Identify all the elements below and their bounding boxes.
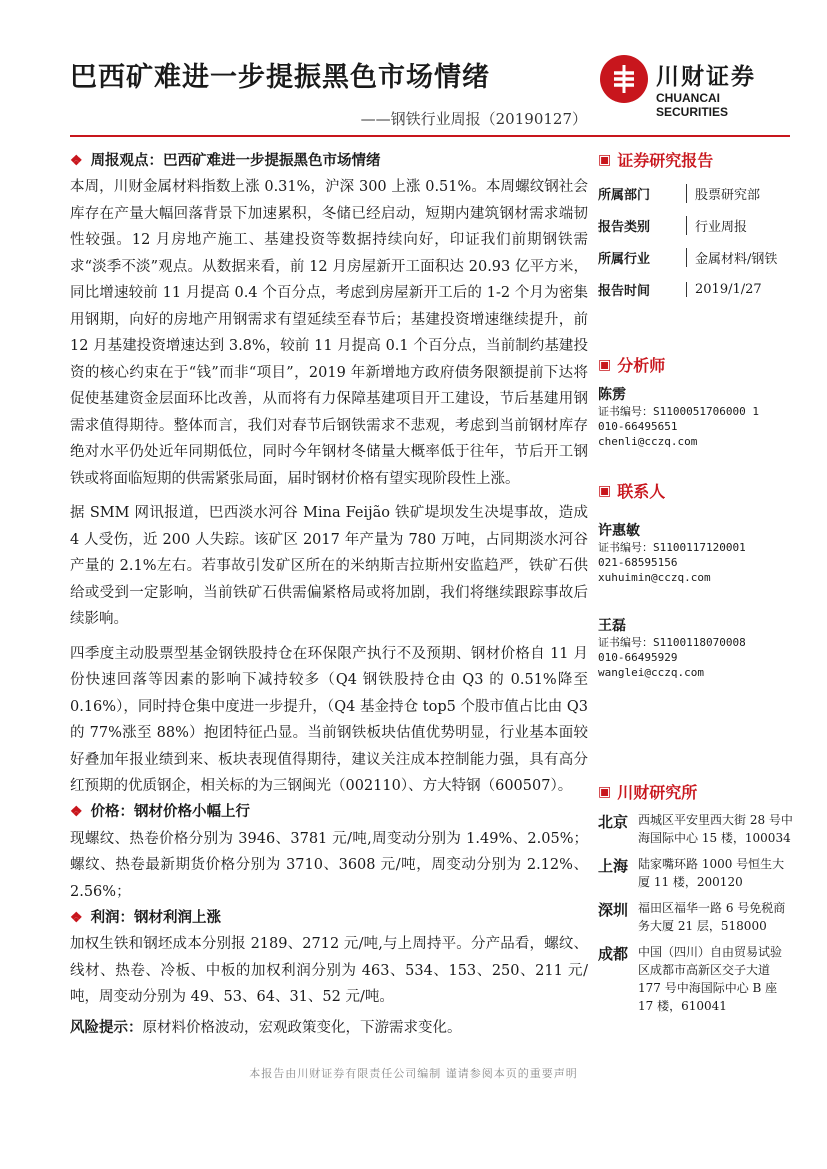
address-text: 福田区福华一路 6 号免税商务大厦 21 层，518000 xyxy=(638,901,786,933)
diamond-bullet-icon: ❖ xyxy=(70,909,83,926)
section-heading-text: 价格：钢材价格小幅上行 xyxy=(90,803,251,821)
address-text: 中国（四川）自由贸易试验区成都市高新区交子大道 177 号中海国际中心 B 座 17 楼，610041 xyxy=(638,945,783,1013)
section-heading-price xyxy=(70,800,588,826)
sidebar xyxy=(598,148,793,1015)
footer-disclaimer: 本报告由川财证券有限责任公司编制 谨请参阅本页的重要声明 xyxy=(249,1067,578,1080)
diamond-bullet-icon: ❖ xyxy=(70,152,83,169)
sidebar-heading-text: 分析师 xyxy=(617,356,666,375)
company-logo xyxy=(600,55,790,119)
logo-mark-icon xyxy=(600,55,648,103)
risk-warning xyxy=(70,1015,588,1042)
contact-cert: 证书编号：S1100118070008 xyxy=(598,636,746,649)
address-text: 陆家嘴环路 1000 号恒生大厦 11 楼，200120 xyxy=(638,857,785,889)
address-entry xyxy=(598,943,793,1015)
institute-icon: ▣ xyxy=(598,783,612,800)
risk-text: 原材料价格波动，宏观政策变化，下游需求变化。 xyxy=(142,1019,462,1036)
info-value: 2019/1/27 xyxy=(686,282,762,297)
contact-phone: 010-66495929 xyxy=(598,651,678,664)
analyst-icon: ▣ xyxy=(598,356,612,373)
info-value: 行业周报 xyxy=(686,216,747,235)
info-row xyxy=(598,273,793,305)
logo-text-en: CHUANCAI SECURITIES xyxy=(656,91,729,119)
section-heading-text: 周报观点：巴西矿难进一步提振黑色市场情绪 xyxy=(90,151,381,169)
section-heading-text: 利润：钢材利润上涨 xyxy=(90,908,222,926)
sidebar-heading-text: 证券研究报告 xyxy=(617,151,714,170)
paragraph-fund-holdings: 四季度主动股票型基金钢铁股持仓在环保限产执行不及预期、钢材价格自 11 月份快速回落等因素的影响下减持较多（Q4 钢铁股持仓由 Q3 的 0.51%降至 0.16%），同时持仓集中度进一步提升，（Q4 基金持仓 top5 个股市值占比由 Q3 的 77%涨至 88%）抱团特征凸显。当前钢铁板块估值优势明显，行业基本面较好叠加年报业绩到来、板块表现值得期待，建议关注成本控制能力强，具有高分红预期的优质钢企，相关标的为三钢闽光（002110）、方大特钢（600507）。 xyxy=(70,645,588,794)
info-key: 所属部门 xyxy=(598,187,651,203)
sidebar-heading-contact xyxy=(598,479,793,502)
sidebar-heading-report xyxy=(598,148,793,171)
address-entry xyxy=(598,811,793,847)
address-city: 深圳 xyxy=(598,901,629,919)
report-title: 巴西矿难进一步提振黑色市场情绪 xyxy=(70,62,490,93)
contact-email: xuhuimin@cczq.com xyxy=(598,571,711,584)
info-value: 股票研究部 xyxy=(686,184,760,203)
sidebar-heading-analyst xyxy=(598,353,793,376)
info-row xyxy=(598,177,793,209)
sidebar-heading-text: 川财研究所 xyxy=(617,783,698,802)
analyst-name: 陈雳 xyxy=(598,387,626,403)
analyst-email: chenli@cczq.com xyxy=(598,435,698,448)
sidebar-heading-text: 联系人 xyxy=(617,482,666,501)
address-city: 上海 xyxy=(598,857,629,875)
address-entry xyxy=(598,899,793,935)
analyst-cert: 证书编号：S1100051706000 1 xyxy=(598,405,759,418)
diamond-bullet-icon: ❖ xyxy=(70,804,83,821)
main-column xyxy=(70,148,588,1041)
contact-icon: ▣ xyxy=(598,482,612,499)
contact-name: 许惠敏 xyxy=(598,523,640,539)
info-key: 报告类别 xyxy=(598,219,651,235)
address-entry xyxy=(598,855,793,891)
section-heading-view xyxy=(70,148,588,174)
contact-name: 王磊 xyxy=(598,618,626,634)
section-heading-profit xyxy=(70,905,588,931)
paragraph-brazil-mine: 据 SMM 网讯报道，巴西淡水河谷 Mina Feijão 铁矿堤坝发生决堤事故，造成 4 人受伤，近 200 人失踪。该矿区 2017 年产量为 780 万吨，占同期淡水河谷产量的 2.1%左右。若事故引发矿区所在的米纳斯吉拉斯州安监趋严，铁矿石供给或受到一定影响，当前铁矿石供需偏紧格局或将加剧，我们将继续跟踪事故后续影响。 xyxy=(70,505,588,627)
info-key: 所属行业 xyxy=(598,251,651,267)
info-value: 金属材料/钢铁 xyxy=(686,248,777,267)
address-text: 西城区平安里西大街 28 号中海国际中心 15 楼，100034 xyxy=(638,813,793,845)
address-city: 成都 xyxy=(598,945,629,963)
sidebar-heading-institute xyxy=(598,780,793,803)
address-city: 北京 xyxy=(598,813,629,831)
risk-label: 风险提示： xyxy=(70,1018,143,1036)
info-row xyxy=(598,209,793,241)
analyst-phone: 010-66495651 xyxy=(598,420,678,433)
paragraph-price: 现螺纹、热卷价格分别为 3946、3781 元/吨,周变动分别为 1.49%、2.05%；螺纹、热卷最新期货价格分别为 3710、3608 元/吨，周变动分别为 2.12%、2.56%； xyxy=(70,830,588,900)
info-key: 报告时间 xyxy=(598,283,651,299)
header-divider xyxy=(70,135,790,137)
contact-email: wanglei@cczq.com xyxy=(598,666,704,679)
logo-text-cn: 川财证券 xyxy=(656,64,756,90)
info-row xyxy=(598,241,793,273)
report-subtitle: ——钢铁行业周报（20190127） xyxy=(360,110,587,128)
paragraph-profit: 加权生铁和钢坯成本分别报 2189、2712 元/吨,与上周持平。分产品看，螺纹、线材、热卷、冷板、中板的加权利润分别为 463、534、153、250、211 元/吨，周变动分别为 49、53、64、31、52 元/吨。 xyxy=(70,936,588,1005)
contact-cert: 证书编号：S1100117120001 xyxy=(598,541,746,554)
report-icon: ▣ xyxy=(598,151,612,168)
contact-phone: 021-68595156 xyxy=(598,556,678,569)
paragraph-overview: 本周，川财金属材料指数上涨 0.31%，沪深 300 上涨 0.51%。本周螺纹钢社会库存在产量大幅回落背景下加速累积，冬储已经启动，短期内建筑钢材需求端韧性较强。12 月房地产施工、基建投资等数据持续向好，印证我们前期钢铁需求“淡季不淡”观点。从数据来看，前 12 月房屋新开工面积达 20.93 亿平方米，同比增速较前 11 月提高 0.4 个百分点，考虑到房屋新开工后的 1-2 个月为密集用钢期，向好的房地产用钢需求有望延续至春节后；基建投资增速继续提升，前 12 月基建投资增速达到 3.8%，较前 11 月提高 0.1 个百分点，当前制约基建投资的核心约束在于“钱”而非“项目”，2019 年新增地方政府债务限额提前下达将促使基建资金层面环比改善，从而将有力保障基建项目开工建设，节后基建用钢需求值得期待。整体而言，我们对春节后钢铁需求不悲观，考虑到当前钢材库存绝对水平仍处近年同期低位，同时今年钢材冬储量大概率低于往年，节后开工钢铁或将面临短期的供需紧张局面，届时钢材价格有望实现阶段性上涨。 xyxy=(70,179,588,487)
